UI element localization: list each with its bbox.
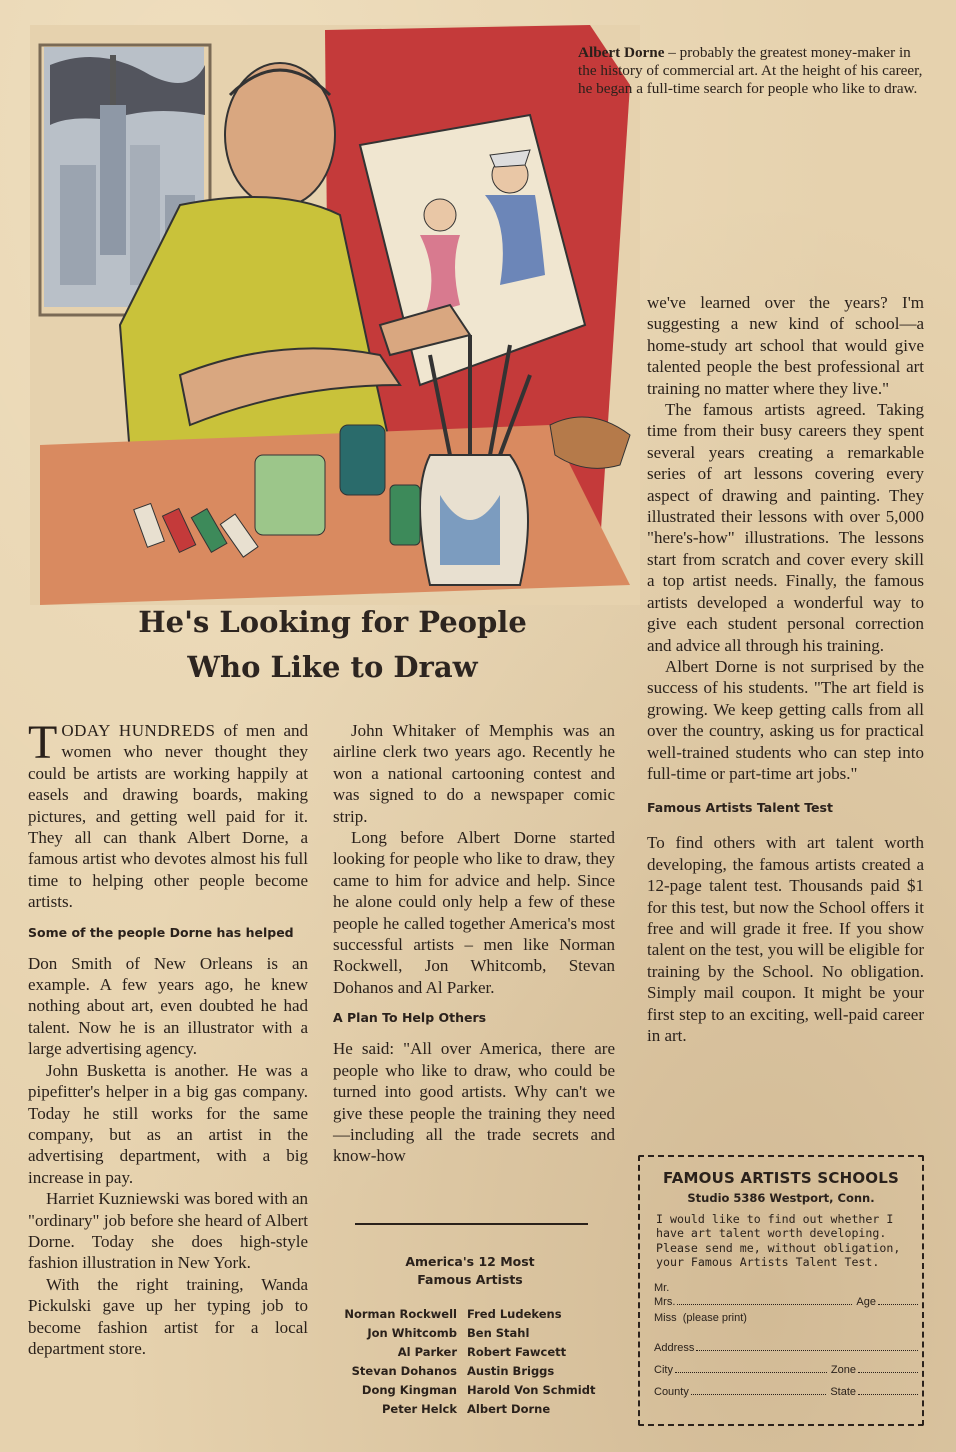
- albert-dorne-illustration: [30, 25, 640, 605]
- paragraph-learned: we've learned over the years? I'm suggesting a new kind of school—a home-study art school that would give talented people the best professional art training no matter where they live.": [647, 293, 924, 398]
- mrs-label: Mrs.: [654, 1295, 676, 1308]
- subhead-talent-test: Famous Artists Talent Test: [647, 800, 833, 816]
- coupon-field-county[interactable]: [654, 1386, 922, 1398]
- paragraph-john-busketta: John Busketta is another. He was a pipefitter's helper in a big gas company. Today he still works for the same company, but as an artist in the advertising department, with a big increase in pay.: [28, 1060, 308, 1187]
- state-label: State: [830, 1385, 856, 1398]
- artist-name: Dong Kingman: [361, 1383, 457, 1397]
- artist-name: Austin Briggs: [467, 1364, 555, 1378]
- artists-box-title: [335, 1253, 605, 1289]
- artist-name: Al Parker: [397, 1345, 457, 1359]
- county-label: County: [654, 1385, 689, 1398]
- coupon-field-miss[interactable]: [654, 1312, 922, 1324]
- column-1: [28, 716, 309, 1359]
- artist-name: Stevan Dohanos: [351, 1364, 457, 1378]
- artist-name: Jon Whitcomb: [367, 1326, 457, 1340]
- age-label: Age: [856, 1295, 876, 1308]
- print-note: (please print): [682, 1311, 747, 1324]
- miss-label: Miss: [654, 1311, 677, 1324]
- illustration-caption: [578, 44, 928, 98]
- coupon-field-mr[interactable]: [654, 1282, 922, 1294]
- coupon-field-address[interactable]: [654, 1342, 922, 1354]
- artists-title-line1: America's 12 Most: [405, 1254, 535, 1269]
- state-line[interactable]: [858, 1393, 918, 1395]
- caption-text: – probably the greatest money-maker in the history of commercial art. At the height of his career, he began a full-time search for people who like to draw.: [578, 44, 923, 97]
- coupon-body: I would like to find out whether I have art talent worth developing. Please send me, without obligation, your Famous Artists Talent Test.: [656, 1212, 901, 1270]
- mail-coupon[interactable]: [638, 1155, 924, 1426]
- coupon-field-mrs[interactable]: [654, 1296, 922, 1308]
- paragraph-he-said: He said: "All over America, there are people who like to draw, who could be turned into good artists. Why can't we give these people the training they need—including all the trade secrets and know-how: [333, 1039, 615, 1166]
- caption-name: Albert Dorne: [578, 44, 665, 61]
- artist-name: Norman Rockwell: [344, 1307, 457, 1321]
- table: [40, 425, 630, 605]
- coupon-studio: Studio 5386 Westport, Conn.: [687, 1191, 875, 1205]
- divider-rule: [355, 1223, 588, 1225]
- paragraph-don-smith: Don Smith of New Orleans is an example. A few years ago, he knew nothing about art, even doubted he had talent. Now he is an illustrator with a large advertising agency.: [28, 953, 308, 1059]
- artist-row: [325, 1400, 625, 1419]
- artist-row: [325, 1324, 625, 1343]
- artist-name: Fred Ludekens: [467, 1307, 562, 1321]
- intro-paragraph: [28, 716, 308, 913]
- subhead-plan: A Plan To Help Others: [333, 1010, 487, 1026]
- artist-row: [325, 1381, 625, 1400]
- drop-cap: T: [28, 716, 58, 769]
- intro-text: of men and women who never thought they could be artists are working happily at easels and drawing boards, making pictures, and getting well paid for it. They all can thank Albert Dorne, a famous artist who devotes almost his full time to helping other people become artists.: [28, 721, 308, 912]
- artists-list: [325, 1305, 625, 1419]
- age-line[interactable]: [878, 1303, 918, 1305]
- paragraph-not-surprised: Albert Dorne is not surprised by the success of his students. "The art field is growing. We keep getting calls from all over the country, asking us for practical well-trained students who can step into full-time or part-time art jobs.": [647, 656, 924, 783]
- mrs-line[interactable]: [677, 1303, 852, 1305]
- artist-name: Harold Von Schmidt: [467, 1383, 596, 1397]
- artist-name: Robert Fawcett: [467, 1345, 567, 1359]
- artist-row: [325, 1362, 625, 1381]
- subhead-people-helped: Some of the people Dorne has helped: [28, 924, 294, 940]
- artist-row: [325, 1305, 625, 1324]
- coupon-field-city[interactable]: [654, 1364, 922, 1376]
- zone-label: Zone: [830, 1363, 856, 1376]
- zone-line[interactable]: [858, 1371, 918, 1373]
- column-2: [333, 720, 615, 1167]
- coupon-title: FAMOUS ARTISTS SCHOOLS: [662, 1169, 899, 1187]
- headline-line2: Who Like to Draw: [187, 650, 478, 684]
- paragraph-agreed: The famous artists agreed. Taking time from their busy careers they spent several years creating a remarkable series of art lessons covering every aspect of drawing and painting. They illustrated their lessons with over 5,000 "here's-how" illustrations. The lessons start from scratch and cover every skill a top artist needs. Finally, the famous artists developed a wonderful way to give each student personal correction and advice all through his training.: [647, 400, 924, 655]
- paragraph-long-before: Long before Albert Dorne started looking for people who like to draw, they came to him for advice and help. Since he alone could only help a few of these people he called together America's most successful artists – men like Norman Rockwell, Jon Whitcomb, Stevan Dohanos and Al Parker.: [333, 828, 615, 997]
- artist-name: Peter Helck: [381, 1402, 457, 1416]
- paragraph-wanda: With the right training, Wanda Pickulski gave up her typing job to become fashion artist for a local department store.: [28, 1274, 308, 1358]
- address-line[interactable]: [696, 1349, 918, 1351]
- address-label: Address: [654, 1341, 695, 1354]
- column-3: [647, 292, 924, 1046]
- artist-name: Albert Dorne: [467, 1402, 551, 1416]
- paragraph-john-whitaker: John Whitaker of Memphis was an airline clerk two years ago. Recently he won a national cartooning contest and was signed to do a newspaper comic strip.: [333, 721, 615, 826]
- artist-name: Ben Stahl: [467, 1326, 530, 1340]
- city-line[interactable]: [675, 1371, 827, 1373]
- headline-line1: He's Looking for People: [138, 605, 527, 639]
- paragraph-harriet: Harriet Kuzniewski was bored with an "ordinary" job before she heard of Albert Dorne. Today she does high-style fashion illustration in New York.: [28, 1189, 309, 1273]
- county-line[interactable]: [691, 1393, 826, 1395]
- city-label: City: [654, 1363, 673, 1376]
- artists-title-line2: Famous Artists: [417, 1272, 523, 1287]
- intro-smallcaps: ODAY HUNDREDS: [61, 721, 216, 740]
- mr-label: Mr.: [654, 1281, 670, 1294]
- paragraph-talent-test: To find others with art talent worth developing, the famous artists created a 12-page talent test. Thousands paid $1 for this test, but now the School offers it free and will grade it free. If you show talent on the test, you will be eligible for training by the School. No obligation. Simply mail coupon. It might be your first step to an exciting, well-paid career in art.: [647, 833, 924, 1045]
- headline: [60, 600, 605, 690]
- artist-row: [325, 1343, 625, 1362]
